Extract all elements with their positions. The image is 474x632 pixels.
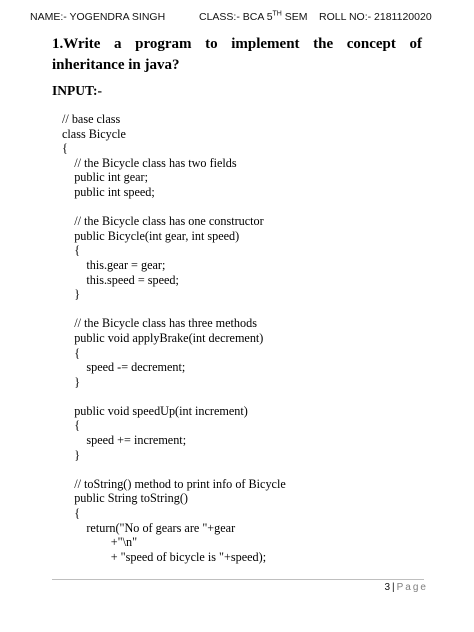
code-line: class Bicycle bbox=[62, 126, 126, 141]
footer-divider bbox=[52, 579, 424, 580]
code-line: this.speed = speed; bbox=[62, 272, 179, 287]
code-line: } bbox=[62, 447, 81, 462]
code-line: + "speed of bicycle is "+speed); bbox=[62, 549, 267, 564]
code-line: { bbox=[62, 506, 81, 521]
code-line: public String toString() bbox=[62, 491, 188, 506]
code-line: public void speedUp(int increment) bbox=[62, 403, 248, 418]
code-line: { bbox=[62, 243, 81, 258]
code-line: // toString() method to print info of Bicycle bbox=[62, 476, 286, 491]
question-heading: 1.Write a program to implement the concept of inheritance in java? bbox=[52, 36, 422, 73]
page-header bbox=[0, 11, 474, 27]
student-class bbox=[199, 11, 308, 23]
code-line bbox=[62, 462, 462, 477]
page-number: 3 bbox=[384, 582, 391, 593]
code-line: } bbox=[62, 287, 81, 302]
code-line bbox=[62, 200, 462, 215]
class-suffix: SEM bbox=[281, 11, 308, 23]
code-line: public Bicycle(int gear, int speed) bbox=[62, 228, 240, 243]
code-line: public int gear; bbox=[62, 170, 148, 185]
code-line: this.gear = gear; bbox=[62, 257, 166, 272]
code-listing bbox=[62, 112, 462, 564]
code-line: return("No of gears are "+gear bbox=[62, 520, 236, 535]
code-line: public int speed; bbox=[62, 184, 155, 199]
code-line: { bbox=[62, 418, 81, 433]
footer-separator: | bbox=[392, 582, 395, 593]
input-label: INPUT:- bbox=[52, 83, 102, 98]
student-name: NAME:- YOGENDRA SINGH bbox=[30, 11, 166, 23]
class-superscript: TH bbox=[272, 10, 282, 18]
code-line: // base class bbox=[62, 112, 121, 126]
code-line: +"\n" bbox=[62, 535, 138, 550]
code-line bbox=[62, 302, 462, 317]
page-footer bbox=[384, 582, 428, 593]
code-line: { bbox=[62, 345, 81, 360]
code-line: } bbox=[62, 374, 81, 389]
code-line: { bbox=[62, 141, 68, 156]
code-line: // the Bicycle class has one constructor bbox=[62, 214, 264, 229]
page-word: Page bbox=[396, 582, 428, 593]
code-line: // the Bicycle class has three methods bbox=[62, 316, 257, 331]
class-prefix: CLASS:- BCA 5 bbox=[199, 11, 273, 23]
code-line bbox=[62, 389, 462, 404]
roll-number: ROLL NO:- 2181120020 bbox=[319, 11, 432, 23]
code-line: speed -= decrement; bbox=[62, 360, 186, 375]
code-line: // the Bicycle class has two fields bbox=[62, 155, 237, 170]
code-line: public void applyBrake(int decrement) bbox=[62, 330, 264, 345]
code-line: speed += increment; bbox=[62, 433, 187, 448]
